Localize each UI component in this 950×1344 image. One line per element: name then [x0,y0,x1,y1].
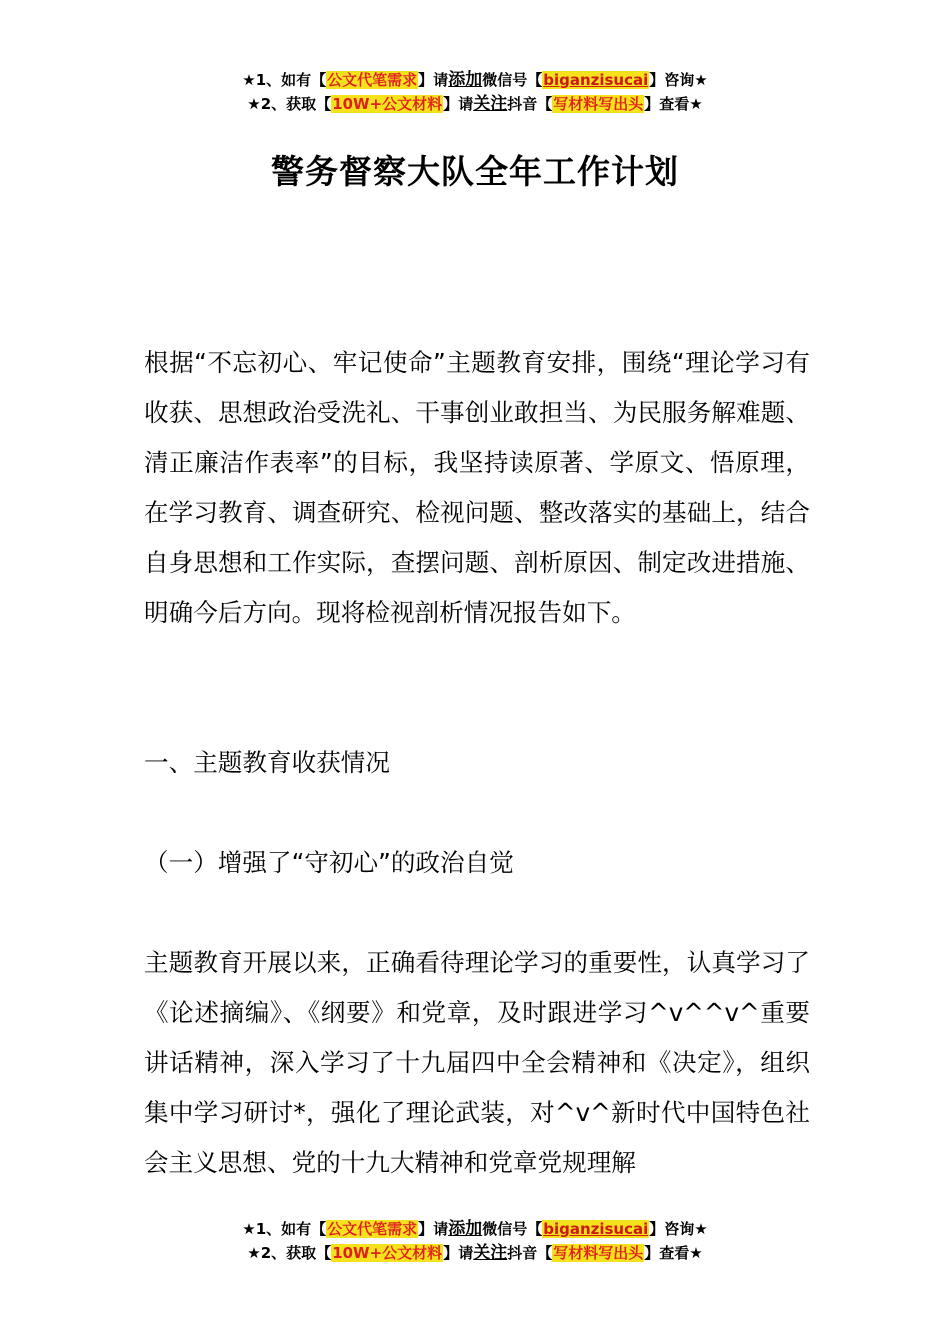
document-title: 警务督察大队全年工作计划 [271,152,679,191]
banner-emphasis: 添加 [448,1219,483,1239]
banner-text: ★2、获取【 [247,95,332,113]
banner-emphasis: 添加 [448,70,483,90]
banner-wechat-id: biganzisucai [543,1220,649,1238]
banner-text: 】请 [443,95,474,113]
body-paragraph: 主题教育开展以来，正确看待理论学习的重要性，认真学习了《论述摘编》、《纲要》和党章，及时跟进学习^v^^v^重要讲话精神，深入学习了十九届四中全会精神和《决定》，组织集中学习研讨*，强化了理论武装，对^v^新时代中国特色社会主义思想、党的十九大精神和党章党规理解 [144,948,810,1177]
banner-text: 】查看★ [644,95,703,113]
banner-text: 微信号【 [482,1220,543,1238]
section-heading: 一、主题教育收获情况 [144,748,390,777]
banner-text: ★1、如有【 [242,1220,327,1238]
banner-line-2 [0,92,950,116]
banner-line-1 [0,68,950,92]
intro-paragraph: 根据“不忘初心、牢记使命”主题教育安排，围绕“理论学习有收获、思想政治受洗礼、干事创业敢担当、为民服务解难题、清正廉洁作表率”的目标，我坚持读原著、学原文、悟原理，在学习教育、调查研究、检视问题、整改落实的基础上，结合自身思想和工作实际，查摆问题、剖析原因、制定改进措施、明确今后方向。现将检视剖析情况报告如下。 [144,348,810,627]
banner-douyin-name: 写材料写出头 [553,95,644,113]
banner-highlight: 公文代笔需求 [327,1220,418,1238]
banner-text: ★1、如有【 [242,71,327,89]
subsection-heading: （一）增强了“守初心”的政治自觉 [144,848,514,877]
banner-text: 】咨询★ [649,1220,708,1238]
banner-text: 】请 [418,1220,449,1238]
banner-highlight: 10W+公文材料 [332,95,443,113]
bottom-banner [0,1217,950,1265]
banner-text: ★2、获取【 [247,1244,332,1262]
banner-line-1 [0,1217,950,1241]
banner-text: 抖音【 [507,1244,553,1262]
banner-text: 微信号【 [482,71,543,89]
banner-emphasis: 关注 [473,94,508,114]
banner-text: 】请 [443,1244,474,1262]
banner-text: 抖音【 [507,95,553,113]
banner-text: 】请 [418,71,449,89]
banner-wechat-id: biganzisucai [543,71,649,89]
banner-highlight: 公文代笔需求 [327,71,418,89]
banner-emphasis: 关注 [473,1243,508,1263]
banner-line-2 [0,1241,950,1265]
banner-douyin-name: 写材料写出头 [553,1244,644,1262]
top-banner [0,68,950,116]
banner-highlight: 10W+公文材料 [332,1244,443,1262]
banner-text: 】咨询★ [649,71,708,89]
banner-text: 】查看★ [644,1244,703,1262]
